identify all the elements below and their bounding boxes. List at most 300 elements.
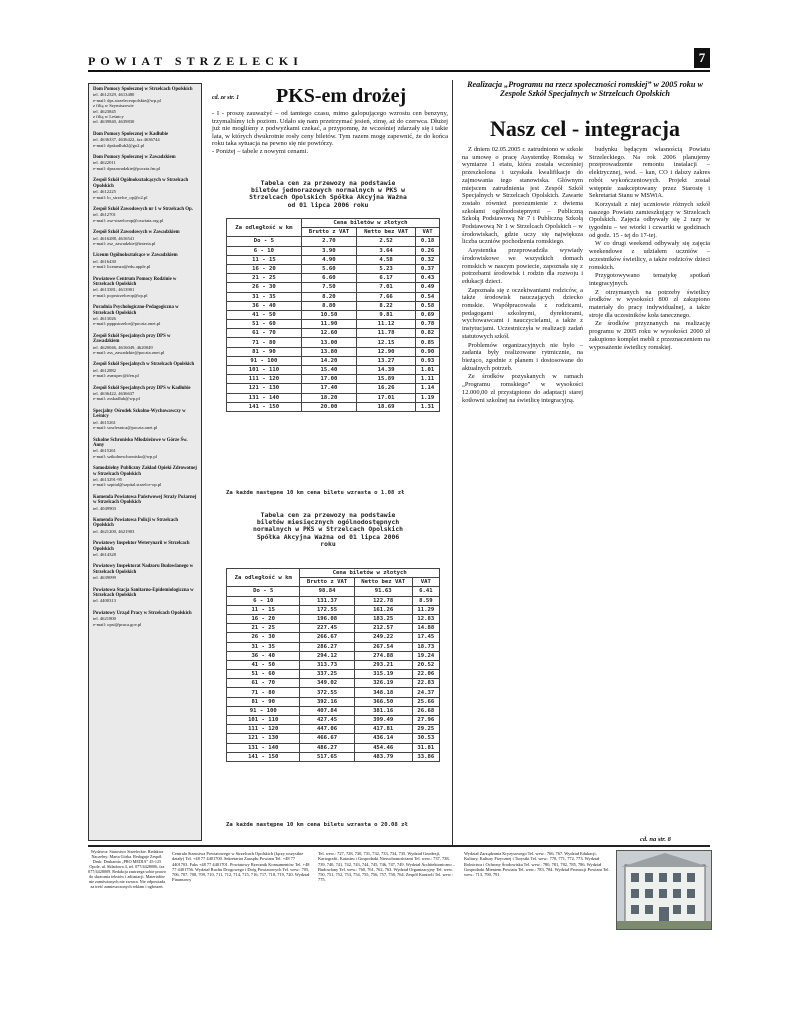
table-corner: Za odległość w km <box>227 219 302 237</box>
sidebar-entry <box>93 386 197 402</box>
table-row <box>227 356 440 365</box>
table-cell: 36 - 40 <box>227 651 300 660</box>
table-row <box>227 384 440 393</box>
entry-name: Dom Pomocy Społecznej w Zawadzkiem <box>93 155 176 161</box>
table-cell: 466.67 <box>300 734 354 743</box>
table-cell: 18.69 <box>357 402 416 411</box>
table-cell: 399.49 <box>354 716 412 725</box>
table-cell: 31 - 35 <box>227 292 302 301</box>
table-cell: 1.31 <box>416 402 440 411</box>
entry-contact-line: tel. 4612329, 4613480 <box>93 92 135 98</box>
table-row <box>227 752 440 761</box>
table-group-header: Cena biletów w złotych <box>300 569 440 578</box>
sidebar-entry <box>93 564 197 580</box>
table-cell: 6.17 <box>357 274 416 283</box>
entry-contact-line: tel. 4612225 <box>93 189 116 195</box>
table-cell: 19.24 <box>412 651 439 660</box>
building-photo <box>616 850 712 930</box>
entry-contact-line: e-mail: zsskadlub@wp.pl <box>93 396 140 402</box>
table-row <box>227 605 440 614</box>
article-paragraph: W co drugi weekend odbywały się zajęcia weekendowe z udziałem uczniów – uczestników świetlicy, a także rodziców dzieci romskich. <box>589 240 710 271</box>
table-cell: 5.23 <box>357 264 416 273</box>
table-cell: 141 - 150 <box>227 402 302 411</box>
table-row <box>227 651 440 660</box>
table-cell: 91 - 100 <box>227 706 300 715</box>
table-cell: 8.20 <box>301 292 356 301</box>
page-header <box>88 52 710 70</box>
table-cell: 337.25 <box>300 670 354 679</box>
table-cell: 15.40 <box>301 366 356 375</box>
table-row <box>227 725 440 734</box>
entry-name: Poradnia Psychologiczno-Pedagogiczna w Strzelcach Opolskich <box>93 305 179 316</box>
table-cell: 274.88 <box>354 651 412 660</box>
table-cell: 9.81 <box>357 310 416 319</box>
entry-name: Zespół Szkół Specjalnych w Strzelcach Opolskich <box>93 362 195 368</box>
table-cell: 417.81 <box>354 725 412 734</box>
table-cell: 7.50 <box>301 283 356 292</box>
entry-contact-line: tel. 4612882 <box>93 367 116 373</box>
table-cell: 2.70 <box>301 237 356 246</box>
table-cell: 17.40 <box>301 384 356 393</box>
entry-contact-line: e-mail: opst@praca.gov.pl <box>93 621 142 627</box>
table-cell: 141 - 150 <box>227 752 300 761</box>
editorial-info: Wydawca: Starostwo Strzeleckie. Redaktor Naczelny: Marta Górka. Redaguje Zespół. Druk: Drukarnia „PRO MEDIA” 45-125 Opole, ul. Składowa 4, tel. 077/4428006, fax 077/4428009. Redakcja zastrzega sobie prawo do skracania tekstów i adiustacji. Materiałów nie zamówionych nie zwraca. Nie odpowiada za treść zamieszczonych reklam i ogłoszeń. <box>88 849 166 889</box>
entry-contact-line: e-mail: szpital@szpital.strzelce-op.pl <box>93 482 162 488</box>
table-cell: 0.26 <box>416 246 440 255</box>
table-cell: 267.54 <box>354 642 412 651</box>
table-row <box>227 706 440 715</box>
entry-name: Powiatowy Inspektorat Nadzoru Budowlanego w Strzelcach Opolskich <box>93 564 194 575</box>
footer-contacts-1: Centrala Starostwa Powiatowego w Strzelcach Opolskich (łączy wszystkie działy) Tel. +48 77 4401700. Sekretariat Zarządu Powiatu Tel. +48 77 4401703. Faks +48 77 4401701. Powiatowy Rzecznik Konsumentów Tel. +48 77 4401756. Wydział Ruchu Drogowego i Dróg Powiatowych Tel. wew.: 705, 706, 707, 708, 709, 710, 711, 712, 714, 715, 716, 717, 718, 719, 720. Wydział Finansowy <box>172 851 310 883</box>
article-title: Nasz cel - integracja <box>490 116 680 141</box>
table-cell: 0.54 <box>416 292 440 301</box>
entry-contact-line: e-mail: liceumza@edu.apple.pl <box>93 264 151 270</box>
entry-name: Powiatowe Centrum Pomocy Rodzinie w Strzelcach Opolskich <box>93 276 177 287</box>
table-cell: 8.22 <box>357 301 416 310</box>
article-paragraph: Z dniem 02.05.2005 r. zatrudniono w szkole na umowę o pracę Asystentkę Romską w wymiarze 1 etatu, która została wcześniej przeszkolona i uzyskała kwalifikacje do zajmowania tego stanowiska. Głównym miejscem zatrudnienia jest Zespół Szkół Specjalnych w Strzelcach Opolskich. Zawarte zostało również porozumienie z dwiema szkołami ogólnodostępnymi – Publiczną Szkołą Podstawową Nr 7 i Publiczną Szkołą Podstawową Nr 1 w Strzelcach Opolskich – w środowiskach, gdzie uczy się największa liczba uczniów pochodzenia romskiego. <box>462 146 583 246</box>
table-cell: 36 - 40 <box>227 301 302 310</box>
footer <box>88 845 710 931</box>
table-cell: 26.68 <box>412 706 439 715</box>
article-paragraph: Asystentka przeprowadziła wywiady środowiskowe we wszystkich domach romskich w naszym powiecie, zapoznała się z potrzebami środowisk i rodzin dla rozwoju i edukacji dzieci. <box>462 247 583 285</box>
table-row <box>227 338 440 347</box>
entry-contact-line: e-mail: dpskadlub2@go2.pl <box>93 142 145 148</box>
table-cell: 10.50 <box>301 310 356 319</box>
table-cell: 313.73 <box>300 660 354 669</box>
table-cell: 131.37 <box>300 596 354 605</box>
entry-name: Dom Pomocy Społecznej w Strzelcach Opolskich <box>93 87 193 92</box>
entry-contact-line: tel. 4612701 <box>93 212 116 218</box>
table-cell: 381.16 <box>354 706 412 715</box>
table-cell: 24.37 <box>412 688 439 697</box>
table-cell: 71 - 80 <box>227 338 302 347</box>
table-cell: 11.12 <box>357 320 416 329</box>
table-cell: 427.45 <box>300 716 354 725</box>
table-cell: 111 - 120 <box>227 725 300 734</box>
table-cell: 21 - 25 <box>227 624 300 633</box>
table-cell: 0.78 <box>416 320 440 329</box>
entry-contact-line: tel. 4613026 <box>93 316 116 321</box>
table-cell: 13.00 <box>301 338 356 347</box>
table-cell: 447.06 <box>300 725 354 734</box>
article-paragraph: Ze środków pozyskanych w ramach „Programu romskiego” w wysokości 12.000,00 zł przystąpiono do adaptacji starej kotłowni szkolnej na świetlicę integracyjną. <box>462 373 583 404</box>
table-cell: 20.52 <box>412 660 439 669</box>
table-cell: 131 - 140 <box>227 743 300 752</box>
entry-contact-line: tel. 4621800 <box>93 616 116 622</box>
table-cell: 7.01 <box>357 283 416 292</box>
table-cell: 41 - 50 <box>227 310 302 319</box>
footer-contacts-3: Wydział Zarządzania Kryzysowego Tel. wew.: 766, 767. Wydział Edukacji, Kultury, Kultury Fizycznej i Turystki Tel. wew.: 770, 771, 772, 773. Wydział Rolnictwa i Ochrony Środowiska Tel. wew.: 780, 781, 782, 785, 786. Wydział Gospodarki Mieniem Powiatu Tel. wew.: 783, 784. Wydział Promocji Powiatu Tel. wew.: 713, 790, 791. <box>464 851 610 878</box>
sidebar-entry <box>93 155 197 171</box>
fare-table-single <box>226 218 440 412</box>
entry-contact-line: e-mail: dpszawadzkie@poczta.fm.pl <box>93 165 161 171</box>
table-row <box>227 734 440 743</box>
table-cell: 2.52 <box>357 237 416 246</box>
sidebar-entry <box>93 207 197 223</box>
table-cell: 61 - 70 <box>227 329 302 338</box>
table-cell: 1.11 <box>416 375 440 384</box>
pks-paragraph: - Poniżej – tabele z nowymi cenami. <box>212 147 309 155</box>
continued-note: cd. na str. 8 <box>640 836 671 843</box>
table-row <box>227 670 440 679</box>
table-cell: 25.66 <box>412 697 439 706</box>
table-row <box>227 237 440 246</box>
table-cell: 4.90 <box>301 255 356 264</box>
table-row <box>227 660 440 669</box>
sidebar-entry <box>93 362 197 378</box>
table-cell: 436.14 <box>354 734 412 743</box>
table-cell: 81 - 90 <box>227 347 302 356</box>
table-cell: 11.90 <box>301 320 356 329</box>
article-kicker: Realizacja „Programu na rzecz społeczności romskiej” w 2005 roku w Zespole Szkół Specjalnych w Strzelcach Opolskich <box>467 80 703 99</box>
table-cell: 14.20 <box>301 356 356 365</box>
table-cell: 172.55 <box>300 605 354 614</box>
table-cell: 4.58 <box>357 255 416 264</box>
building-image <box>617 851 711 929</box>
table-cell: 1.19 <box>416 393 440 402</box>
table-cell: 11.29 <box>412 605 439 614</box>
table-row <box>227 688 440 697</box>
table-cell: 16 - 20 <box>227 614 300 623</box>
table-cell: 161.26 <box>354 605 412 614</box>
entry-contact-line: z filią w Szymiszowie <box>93 103 134 109</box>
table-cell: 121 - 130 <box>227 384 302 393</box>
table-row <box>227 283 440 292</box>
fare-table-monthly <box>226 568 440 762</box>
entry-name: Powiatowy Urząd Pracy w Strzelcach Opolskich <box>93 610 192 616</box>
table-cell: 5.60 <box>301 264 356 273</box>
table-row <box>227 402 440 411</box>
table-row <box>227 587 440 596</box>
table-cell: 91 - 100 <box>227 356 302 365</box>
table-cell: 183.25 <box>354 614 412 623</box>
footer-contacts-2: Tel. wew.: 727, 728, 730, 731, 732, 733, 734, 735. Wydział Geodezji, Kartografii, Katastru i Gospodarki Nieruchomościami Tel. wew.: 737, 738, 739, 740, 741, 742, 743, 744, 745, 746, 747, 749. Wydział Architektoniczno – Budowlany Tel. wew.: 760, 761, 762, 763. Wydział Organizacyjny Tel. wew. 750, 751, 752, 753, 754, 755, 756, 757, 758, 764. Zespół Kontroli Tel. wew.: 775. <box>318 851 455 883</box>
table-cell: 51 - 60 <box>227 670 300 679</box>
sidebar-entry <box>93 611 197 627</box>
table-row <box>227 624 440 633</box>
table-cell: 22.83 <box>412 679 439 688</box>
table-cell: 12.83 <box>412 614 439 623</box>
table-cell: 266.67 <box>300 633 354 642</box>
table-cell: 26 - 30 <box>227 633 300 642</box>
entry-contact-line: e-mail: zsz_zawadzkie@interia.pl <box>93 240 156 246</box>
entry-name: Zespół Szkół Zawodowych nr 1 w Strzelcach Op. <box>93 206 193 212</box>
table-column-header: VAT <box>416 228 440 237</box>
article-paragraph: Zapoznała się z oczekiwaniami rodziców, a także środowisk nauczających dziecko romskie. Współpracowała z rodzicami, pedagogami szkolnymi, dyrektorami, wychowawcami i nauczycielami, a także z instytucjami. Uczestniczyła w realizacji zadań statutowych szkół. <box>462 286 583 340</box>
table-cell: 0.85 <box>416 338 440 347</box>
table2-title: Tabela cen za przewozy na podstawie biletów miesięcznych ogólnodostępnych normalnych w PKS w Strzelcach Opolskich Spółka Akcyjna Ważna od 01 lipca 2006 roku <box>252 511 404 548</box>
table-cell: 6.41 <box>412 587 439 596</box>
table-cell: 0.37 <box>416 264 440 273</box>
table-cell: 486.27 <box>300 743 354 752</box>
entry-name: Dom Pomocy Społecznej w Kadłubie <box>93 131 169 137</box>
table-cell: 61 - 70 <box>227 679 300 688</box>
sidebar-entry <box>93 253 197 269</box>
table-row <box>227 393 440 402</box>
article-paragraph: Z otrzymanych na potrzeby świetlicy środków w wysokości 800 zł zakupiono materiały do pracy indywidualnej, a także stroje dla uczestników koła tanecznego. <box>589 288 710 319</box>
entry-name: Zespół Szkół Ogólnokształcących w Strzelcach Opolskich <box>93 178 189 189</box>
table-cell: 41 - 50 <box>227 660 300 669</box>
table-cell: 11 - 15 <box>227 605 300 614</box>
sidebar-entry <box>93 495 197 511</box>
table-cell: 517.65 <box>300 752 354 761</box>
table-cell: 18.20 <box>301 393 356 402</box>
table-cell: 454.46 <box>354 743 412 752</box>
entry-name: Powiatowa Stacja Sanitarno-Epidemiologiczna w Strzelcach Opolskich <box>93 587 194 599</box>
article-column-1 <box>462 146 583 405</box>
table-cell: 51 - 60 <box>227 320 302 329</box>
table-row <box>227 366 440 375</box>
table-cell: 121 - 130 <box>227 734 300 743</box>
entry-name: Zespół Szkół Zawodowych w Zawadzkiem <box>93 230 180 236</box>
table-cell: Do - 5 <box>227 587 300 596</box>
table-cell: 81 - 90 <box>227 697 300 706</box>
table-cell: 326.19 <box>354 679 412 688</box>
entry-contact-line: tel. 4049903 <box>93 505 116 511</box>
sidebar-entry <box>93 277 197 299</box>
article-column-2 <box>589 146 710 352</box>
entry-contact-line: z filią w Leśnicy <box>93 114 124 120</box>
table1-title: Tabela cen za przewozy na podstawie biletów jednorazowych normalnych w PKS w Strzelcach Opolskich Spółka Akcyjna Ważna od 01 lipca 2006 roku <box>249 179 407 209</box>
entry-contact-line: tel. 4623845 <box>93 108 116 114</box>
table-cell: 91.63 <box>354 587 412 596</box>
table-row <box>227 743 440 752</box>
table-cell: Do - 5 <box>227 237 302 246</box>
table-cell: 293.21 <box>354 660 412 669</box>
table-cell: 6 - 10 <box>227 596 300 605</box>
table-row <box>227 255 440 264</box>
table-cell: 6.60 <box>301 274 356 283</box>
entry-contact-line: tel. 4622011 <box>93 160 116 166</box>
table-cell: 249.22 <box>354 633 412 642</box>
sidebar-entry <box>93 230 197 246</box>
table-cell: 0.32 <box>416 255 440 264</box>
table-cell: 71 - 80 <box>227 688 300 697</box>
newspaper-title: POWIAT STRZELECKI <box>88 54 303 68</box>
table-cell: 227.45 <box>300 624 354 633</box>
sidebar-entry <box>93 178 197 200</box>
page-number: 7 <box>694 48 710 68</box>
article-paragraph: Ze środków przyznanych na realizację programu w 2005 roku w wysokości 2000 zł zakupiono komplet mebli z przeznaczeniem na wyposażenie świetlicy romskiej. <box>589 320 710 351</box>
table2-note: Za każde następne 10 km cena biletu wzrasta o 20.08 zł <box>226 822 408 828</box>
table-cell: 0.82 <box>416 329 440 338</box>
header-rule <box>88 70 710 72</box>
entry-contact-line: tel. 4621200, 4621903 <box>93 528 135 534</box>
table-row <box>227 301 440 310</box>
table-cell: 0.43 <box>416 274 440 283</box>
table-cell: 315.19 <box>354 670 412 679</box>
sidebar-entry <box>93 438 197 460</box>
entry-contact-line: tel. 4400313 <box>93 598 116 604</box>
entry-name: Komenda Powiatowa Policji w Strzelcach Opolskich <box>93 517 178 529</box>
table-cell: 6 - 10 <box>227 246 302 255</box>
entry-name: Liceum Ogólnokształcące w Zawadzkiem <box>93 253 178 259</box>
table-cell: 20.00 <box>301 402 356 411</box>
entry-name: Zespół Szkół Specjalnych przy DPS w Kadłubie <box>93 385 191 391</box>
pks-article-header <box>212 85 448 111</box>
entry-contact-line: tel. 4613381, 4613901 <box>93 287 135 293</box>
entry-contact-line: tel. 4613291-95 <box>93 476 123 482</box>
entry-contact-line: tel. 4615261 <box>93 448 116 454</box>
table-cell: 29.25 <box>412 725 439 734</box>
table-row <box>227 347 440 356</box>
sidebar-entry <box>93 132 197 148</box>
sidebar-entry <box>93 334 197 356</box>
table-row <box>227 320 440 329</box>
table-cell: 0.90 <box>416 347 440 356</box>
table-cell: 0.18 <box>416 237 440 246</box>
table-row <box>227 679 440 688</box>
table-row <box>227 329 440 338</box>
entry-contact-line: tel. 4620046, 4616049, 4620049 <box>93 344 153 350</box>
entry-contact-line: e-mail: pcprstrzelceop@op.pl <box>93 292 148 298</box>
table-cell: 8.80 <box>301 301 356 310</box>
table-cell: 286.27 <box>300 642 354 651</box>
sidebar-directory <box>88 83 202 841</box>
table-cell: 13.80 <box>301 347 356 356</box>
table-row <box>227 716 440 725</box>
entry-contact-line: e-mail: lo_strzelce_op@o2.pl <box>93 194 148 200</box>
entry-name: Szkolne Schronisko Młodzieżowe w Górze Św. Anny <box>93 437 188 448</box>
table-column-header: Brutto z VAT <box>300 578 354 587</box>
table-cell: 101 - 110 <box>227 366 302 375</box>
sidebar-entry <box>93 541 197 557</box>
table-corner: Za odległość w km <box>227 569 300 587</box>
table-cell: 12.60 <box>301 329 356 338</box>
entry-contact-line: tel. 4616288, 4616541 <box>93 235 135 241</box>
table-group-header: Cena biletów w złotych <box>301 219 439 228</box>
column-divider <box>452 80 453 845</box>
table-cell: 27.96 <box>412 716 439 725</box>
table-cell: 196.08 <box>300 614 354 623</box>
entry-contact-line: e-mail: sosrlesnica@poczta.onet.pl <box>93 425 158 431</box>
table-cell: 22.06 <box>412 670 439 679</box>
table1-note: Za każde następne 10 km cena biletu wzrasta o 1.08 zł <box>226 490 405 496</box>
table-row <box>227 310 440 319</box>
table-cell: 98.84 <box>300 587 354 596</box>
entry-contact-line: tel. 4639099 <box>93 575 116 581</box>
table-cell: 31.81 <box>412 743 439 752</box>
table-cell: 30.53 <box>412 734 439 743</box>
table-cell: 18.73 <box>412 642 439 651</box>
sidebar-entry <box>93 87 197 125</box>
pks-article-title: PKS-em drożej <box>276 85 407 107</box>
table-cell: 15.89 <box>357 375 416 384</box>
entry-contact-line: e-mail: zss_zawadzkie@poczta.onet.pl <box>93 350 165 356</box>
entry-contact-line: tel. 4616430 <box>93 258 116 264</box>
continuation-ref: cd. ze str. 1 <box>212 95 240 101</box>
pks-paragraph: - I - proszę zauważyć – od tamtego czasu, mimo galopującego wzrostu cen benzyny, trzymaliśmy ich poziom. Udało się nam przetrzymać jesień, zimę, aż do czerwca. Dłużej już nie mogliśmy z podwyżkami czekać, a przypomnę, że wcześniej zdarzały się i takie lata, w których dwukrotnie rosły ceny biletów. Tym razem mogę zapewnić, że do końca roku taka sytuacja na pewno się nie powtórzy. <box>212 110 448 148</box>
table-cell: 348.18 <box>354 688 412 697</box>
table-column-header: Netto bez VAT <box>357 228 416 237</box>
table-cell: 3.90 <box>301 246 356 255</box>
table-cell: 407.84 <box>300 706 354 715</box>
entry-contact-line: e-mail: sztkolneschronisko@wp.pl <box>93 453 157 459</box>
table-cell: 12.90 <box>357 347 416 356</box>
entry-contact-line: e-mail: zsz-strzelceop@oswiata.org.pl <box>93 217 164 223</box>
pks-article-body <box>212 110 448 156</box>
article-paragraph: budynku będącym własnością Powiatu Strzeleckiego. Na rok 2006 planujemy przeprowadzenie remontu instalacji – elektrycznej, wod. – kan, CO i dalszy zakres robót wykończeniowych. Projekt został wstępnie zaakceptowany przez Starostę i Sekretariat Stanu w MSWiA. <box>589 146 710 200</box>
table-column-header: VAT <box>412 578 439 587</box>
entry-name: Zespół Szkół Specjalnych przy DPS w Zawadzkiem <box>93 333 171 345</box>
table-cell: 17.45 <box>412 633 439 642</box>
entry-name: Samodzielny Publiczny Zakład Opieki Zdrowotnej w Strzelcach Opolskich <box>93 466 197 477</box>
table-cell: 16.26 <box>357 384 416 393</box>
table-row <box>227 264 440 273</box>
table-cell: 372.55 <box>300 688 354 697</box>
entry-contact-line: tel. 4615261 <box>93 419 116 425</box>
table-cell: 366.50 <box>354 697 412 706</box>
table-cell: 349.02 <box>300 679 354 688</box>
sidebar-entry <box>93 518 197 534</box>
entry-contact-line: tel. 4614328 <box>93 552 116 557</box>
table-cell: 392.16 <box>300 697 354 706</box>
table-cell: 0.58 <box>416 301 440 310</box>
table-cell: 131 - 140 <box>227 393 302 402</box>
table-cell: 26 - 30 <box>227 283 302 292</box>
table-row <box>227 274 440 283</box>
table-cell: 17.01 <box>357 393 416 402</box>
table-cell: 101 - 110 <box>227 716 300 725</box>
table-cell: 1.01 <box>416 366 440 375</box>
table-cell: 294.12 <box>300 651 354 660</box>
table-cell: 8.59 <box>412 596 439 605</box>
entry-contact-line: tel. 4639840, 4639830 <box>93 119 135 125</box>
table-row <box>227 697 440 706</box>
table-cell: 16 - 20 <box>227 264 302 273</box>
table-row <box>227 596 440 605</box>
table-cell: 111 - 120 <box>227 375 302 384</box>
table-cell: 33.86 <box>412 752 439 761</box>
table-cell: 7.66 <box>357 292 416 301</box>
sidebar-entry <box>93 305 197 327</box>
table-cell: 0.49 <box>416 283 440 292</box>
article-paragraph: Korzystali z niej uczniowie różnych szkół naszego Powiatu zamieszkujący w Strzelcach Opolskich. Zajęcia odbywały się 2 razy w tygodniu – we wtorki i czwartki w godzinach od godz. 15 - tej do 17-tej. <box>589 200 710 239</box>
entry-contact-line: tel. 4636422, 4636637 <box>93 391 135 397</box>
entry-contact-line: tel. 4636337, 4636422, fax 4636744 <box>93 137 160 143</box>
sidebar-entry <box>93 466 197 488</box>
table-cell: 483.79 <box>354 752 412 761</box>
entry-name: Powiatowy Inspektor Weterynarii w Strzelcach Opolskich <box>93 541 190 552</box>
entry-contact-line: e-mail: zsmspec@ifen.pl <box>93 373 139 379</box>
table-column-header: Netto bez VAT <box>354 578 412 587</box>
table-row <box>227 633 440 642</box>
table-row <box>227 292 440 301</box>
table-cell: 122.78 <box>354 596 412 605</box>
table-cell: 1.14 <box>416 384 440 393</box>
table-cell: 212.57 <box>354 624 412 633</box>
entry-contact-line: e-mail: dps.strzeleceopolskie@wp.pl <box>93 97 161 103</box>
